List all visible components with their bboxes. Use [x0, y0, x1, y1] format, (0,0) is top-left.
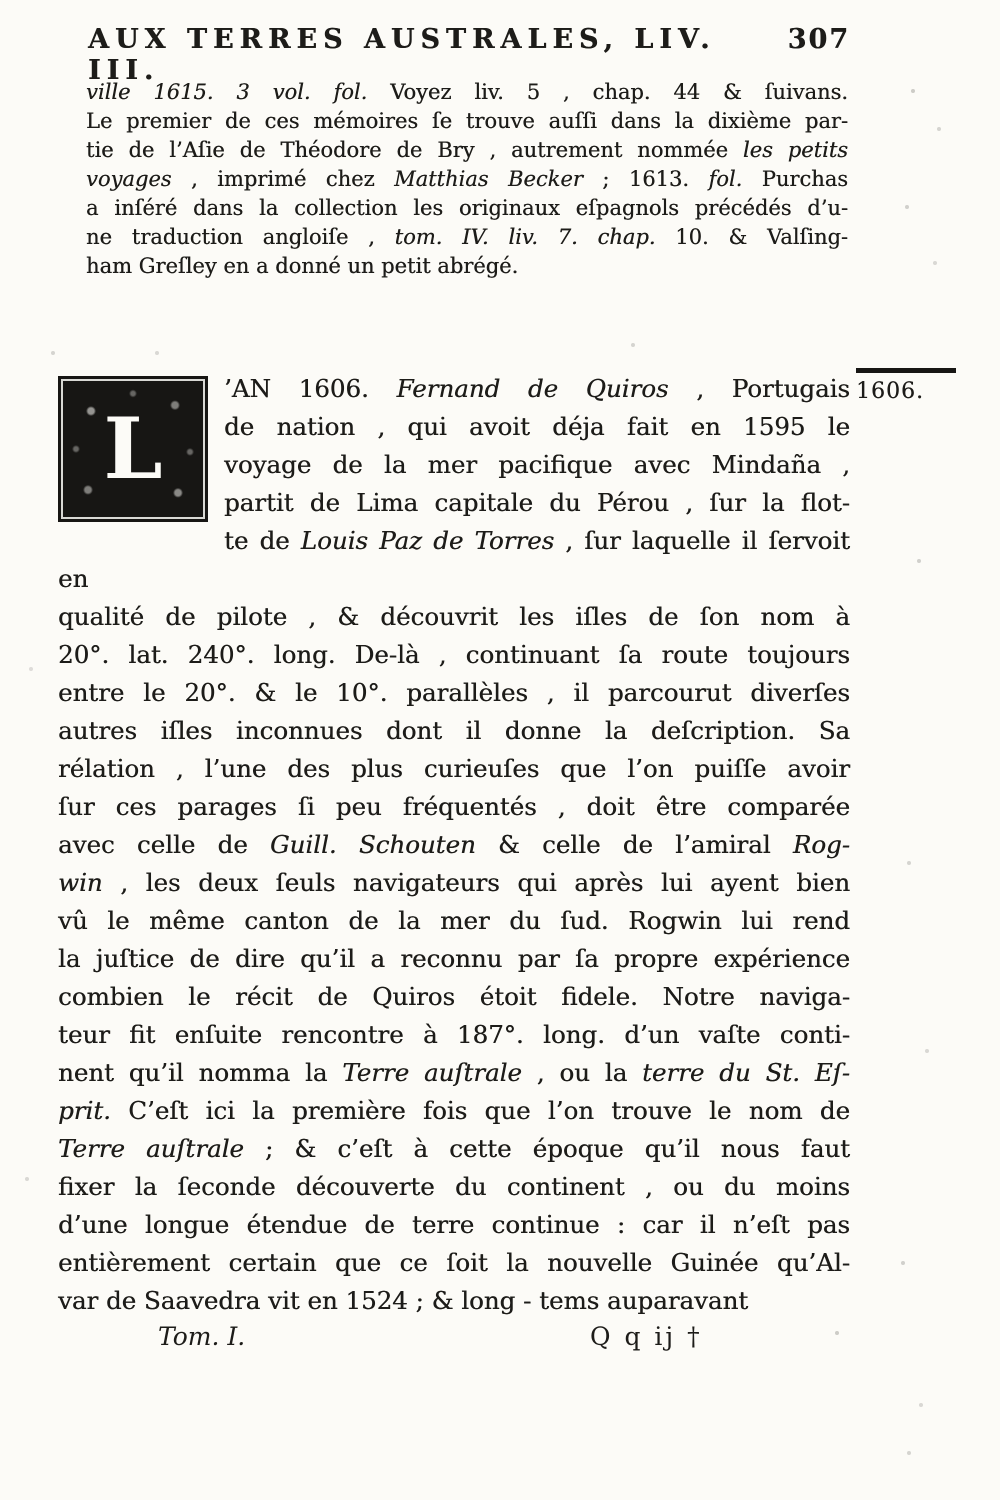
- text-segment: Le premier de ces mémoires ſe trouve auſſi dans la dixième par-: [86, 109, 848, 133]
- italic-text-segment: fol.: [708, 167, 743, 191]
- text-line: [58, 636, 850, 674]
- italic-text-segment: les petits: [742, 138, 848, 162]
- text-segment: ’AN 1606.: [224, 374, 397, 403]
- page-footer: [0, 1322, 1000, 1362]
- text-line: [58, 826, 850, 864]
- text-line: [58, 1206, 850, 1244]
- text-segment: ; 1613.: [582, 167, 709, 191]
- text-line: [86, 78, 848, 107]
- text-line: [58, 1130, 850, 1168]
- text-segment: C’eſt ici la première fois que l’on trouve le nom de: [110, 1096, 850, 1125]
- text-line: [86, 136, 848, 165]
- text-line: [58, 522, 850, 598]
- text-segment: ham Greſley en a donné un petit abrégé.: [86, 254, 519, 278]
- italic-text-segment: Louis Paz de Torres: [300, 526, 555, 555]
- text-segment: , ou la: [521, 1058, 643, 1087]
- text-segment: avec celle de: [58, 830, 270, 859]
- italic-text-segment: Terre auſtrale: [58, 1134, 244, 1163]
- text-line: [58, 1282, 850, 1320]
- text-segment: tie de l’Aſie de Théodore de Bry , autrement nommée: [86, 138, 743, 162]
- text-line: [58, 1016, 850, 1054]
- running-title: AUX TERRES AUSTRALES, LIV. III.: [88, 24, 716, 86]
- italic-text-segment: Guill. Schouten: [269, 830, 476, 859]
- scan-speckles: [0, 0, 2, 2]
- text-segment: , ſur laquelle il ſervoit en: [58, 526, 850, 593]
- text-segment: d’une longue étendue de terre continue : car il n’eſt pas: [58, 1210, 850, 1239]
- running-header: [88, 24, 850, 86]
- text-segment: qualité de pilote , & découvrit les iſles de ſon nom à: [58, 602, 850, 631]
- text-segment: , imprimé chez: [171, 167, 395, 191]
- text-line: [58, 750, 850, 788]
- italic-text-segment: ville 1615. 3 vol. fol.: [86, 80, 391, 104]
- text-segment: rélation , l’une des plus curieuſes que l’on puiſſe avoir: [58, 754, 850, 783]
- text-line: [58, 1168, 850, 1206]
- text-segment: vû le même canton de la mer du ſud. Rogwin lui rend: [58, 906, 850, 935]
- text-segment: partit de Lima capitale du Pérou , ſur la flot-: [224, 488, 850, 517]
- margin-note: [856, 368, 960, 404]
- text-segment: la juſtice de dire qu’il a reconnu par ſa propre expérience: [58, 944, 850, 973]
- text-line: [86, 107, 848, 136]
- italic-text-segment: terre du St. Eſ-: [642, 1058, 850, 1087]
- text-segment: ; & c’eſt à cette époque qu’il nous faut: [243, 1134, 850, 1163]
- margin-year: 1606.: [856, 379, 924, 404]
- main-paragraph: [58, 370, 850, 1320]
- text-line: [58, 1244, 850, 1282]
- text-segment: entre le 20°. & le 10°. parallèles , il parcourut diverſes: [58, 678, 850, 707]
- text-segment: combien le récit de Quiros étoit fidele. Notre naviga-: [58, 982, 850, 1011]
- woodcut-initial-block: [58, 376, 208, 522]
- italic-text-segment: Matthias Becker: [394, 167, 583, 191]
- drop-cap-letter: L: [103, 399, 163, 498]
- text-segment: 20°. lat. 240°. long. De-là , continuant ſa route toujours: [58, 640, 850, 669]
- text-line: [58, 598, 850, 636]
- text-line: [86, 194, 848, 223]
- text-segment: a inſéré dans la collection les originaux eſpagnols précédés d’u-: [86, 196, 848, 220]
- text-segment: ſur ces parages ſi peu fréquentés , doit être comparée: [58, 792, 850, 821]
- text-line: [58, 1092, 850, 1130]
- italic-text-segment: prit.: [58, 1096, 111, 1125]
- text-segment: Voyez liv. 5 , chap. 44 & ſuivans.: [390, 80, 848, 104]
- text-segment: fixer la ſeconde découverte du continent , ou du moins: [58, 1172, 850, 1201]
- text-segment: te de: [224, 526, 301, 555]
- text-line: [58, 978, 850, 1016]
- text-line: [58, 788, 850, 826]
- italic-text-segment: win: [58, 868, 103, 897]
- text-segment: 10. & Valſing-: [655, 225, 848, 249]
- text-segment: , Portugais: [668, 374, 850, 403]
- tome-label: Tom. I.: [158, 1322, 246, 1351]
- italic-text-segment: Fernand de Quiros: [396, 374, 669, 403]
- italic-text-segment: voyages: [86, 167, 172, 191]
- text-line: [86, 165, 848, 194]
- intro-paragraph: [86, 78, 848, 281]
- margin-rule: [856, 368, 956, 373]
- text-segment: nent qu’il nomma la: [58, 1058, 343, 1087]
- text-segment: teur fit enſuite rencontre à 187°. long. d’un vaſte conti-: [58, 1020, 850, 1049]
- italic-text-segment: Rog-: [792, 830, 850, 859]
- text-line: [58, 674, 850, 712]
- signature-mark: Q q ij †: [590, 1322, 703, 1351]
- text-segment: ne traduction angloiſe ,: [86, 225, 395, 249]
- text-segment: de nation , qui avoit déja fait en 1595 le: [224, 412, 850, 441]
- text-line: [58, 864, 850, 902]
- text-line: [86, 223, 848, 252]
- text-segment: & celle de l’amiral: [475, 830, 793, 859]
- text-segment: voyage de la mer pacifique avec Mindaña ,: [224, 450, 850, 479]
- text-segment: , les deux ſeuls navigateurs qui après lui ayent bien: [102, 868, 850, 897]
- text-line: [58, 1054, 850, 1092]
- text-segment: autres iſles inconnues dont il donne la deſcription. Sa: [58, 716, 850, 745]
- italic-text-segment: Terre auſtrale: [342, 1058, 522, 1087]
- text-segment: Purchas: [742, 167, 849, 191]
- text-line: [86, 252, 848, 281]
- text-line: [58, 712, 850, 750]
- italic-text-segment: tom. IV. liv. 7. chap.: [394, 225, 656, 249]
- text-line: [58, 940, 850, 978]
- text-segment: var de Saavedra vit en 1524 ; & long - tems auparavant: [58, 1286, 749, 1315]
- page-number: 307: [787, 24, 850, 55]
- text-segment: entièrement certain que ce ſoit la nouvelle Guinée qu’Al-: [58, 1248, 850, 1277]
- text-line: [58, 902, 850, 940]
